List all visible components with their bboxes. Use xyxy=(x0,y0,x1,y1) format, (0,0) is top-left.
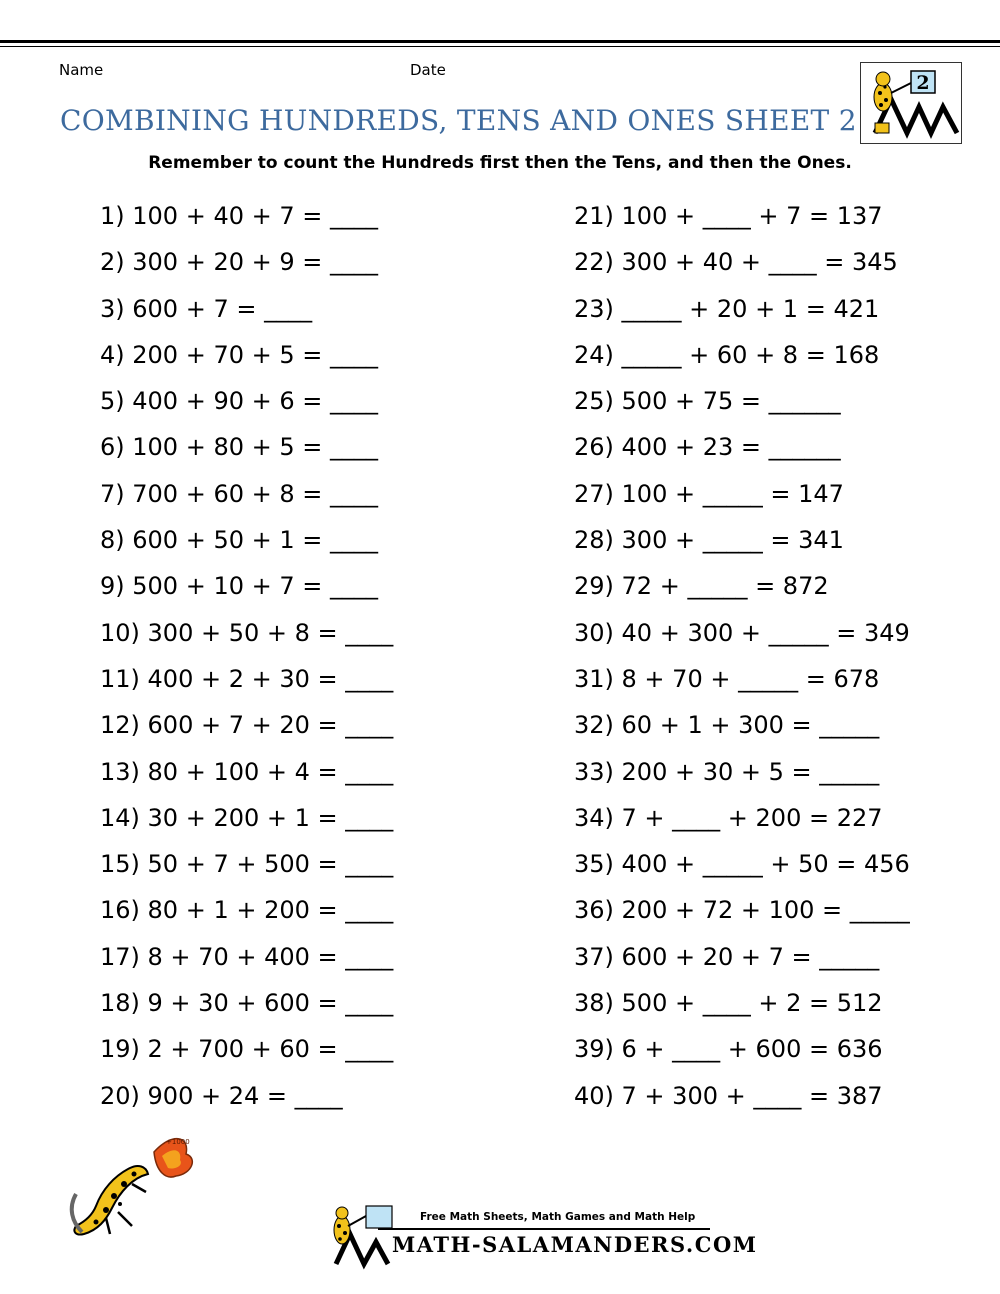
grade-badge xyxy=(860,62,962,144)
problem-item: 34) 7 + ____ + 200 = 227 xyxy=(574,803,883,832)
problem-item: 21) 100 + ____ + 7 = 137 xyxy=(574,202,883,230)
problem-item: 40) 7 + 300 + ____ = 387 xyxy=(574,1081,883,1110)
problem-item: 32) 60 + 1 + 300 = _____ xyxy=(574,711,880,740)
footer-tagline: Free Math Sheets, Math Games and Math Help xyxy=(420,1211,696,1223)
problems-right-column xyxy=(574,193,910,1119)
instructions: Remember to count the Hundreds first then the Tens, and then the Ones. xyxy=(148,153,852,173)
fire-salamander-illustration xyxy=(62,1122,202,1256)
top-rule xyxy=(0,40,1000,43)
problem-item: 2) 300 + 20 + 9 = ____ xyxy=(100,248,378,277)
problem-item: 1) 100 + 40 + 7 = ____ xyxy=(100,202,378,230)
problem-item: 23) _____ + 20 + 1 = 421 xyxy=(574,294,880,323)
problem-item: 8) 600 + 50 + 1 = ____ xyxy=(100,526,378,555)
problem-item: 29) 72 + _____ = 872 xyxy=(574,572,829,601)
problem-item: 33) 200 + 30 + 5 = _____ xyxy=(574,757,880,786)
salamander-icon xyxy=(62,1122,202,1252)
problem-item: 17) 8 + 70 + 400 = ____ xyxy=(100,942,394,971)
problem-item: 36) 200 + 72 + 100 = _____ xyxy=(574,896,910,925)
problem-item: 24) _____ + 60 + 8 = 168 xyxy=(574,340,880,369)
problem-item: 7) 700 + 60 + 8 = ____ xyxy=(100,479,378,508)
problem-item: 11) 400 + 2 + 30 = ____ xyxy=(100,664,394,693)
problem-item: 6) 100 + 80 + 5 = ____ xyxy=(100,433,378,462)
problem-item: 26) 400 + 23 = ______ xyxy=(574,433,841,462)
problem-item: 10) 300 + 50 + 8 = ____ xyxy=(100,618,394,647)
footer-rule xyxy=(378,1228,710,1230)
problem-item: 19) 2 + 700 + 60 = ____ xyxy=(100,1035,394,1064)
problem-item: 35) 400 + _____ + 50 = 456 xyxy=(574,850,910,879)
problem-item: 25) 500 + 75 = ______ xyxy=(574,387,841,416)
date-label: Date xyxy=(410,61,446,79)
problem-item: 5) 400 + 90 + 6 = ____ xyxy=(100,387,378,416)
svg-text:+1000: +1000 xyxy=(166,1138,190,1146)
problem-item: 3) 600 + 7 = ____ xyxy=(100,294,313,323)
problem-item: 15) 50 + 7 + 500 = ____ xyxy=(100,850,394,879)
page-title: COMBINING HUNDREDS, TENS AND ONES SHEET 2 xyxy=(60,104,857,137)
problem-item: 20) 900 + 24 = ____ xyxy=(100,1081,343,1110)
name-label: Name xyxy=(59,61,104,79)
problem-item: 39) 6 + ____ + 600 = 636 xyxy=(574,1035,883,1064)
svg-text:2: 2 xyxy=(916,72,930,94)
problem-item: 18) 9 + 30 + 600 = ____ xyxy=(100,989,394,1018)
problems-left-column xyxy=(100,193,393,1119)
problem-item: 13) 80 + 100 + 4 = ____ xyxy=(100,757,394,786)
problem-item: 38) 500 + ____ + 2 = 512 xyxy=(574,989,883,1018)
problem-item: 9) 500 + 10 + 7 = ____ xyxy=(100,572,378,601)
problem-item: 22) 300 + 40 + ____ = 345 xyxy=(574,248,898,277)
grade-badge-icon xyxy=(861,63,961,143)
site-logo xyxy=(326,1200,396,1274)
problem-item: 12) 600 + 7 + 20 = ____ xyxy=(100,711,394,740)
problem-item: 31) 8 + 70 + _____ = 678 xyxy=(574,664,880,693)
top-rule-thin xyxy=(0,46,1000,47)
problem-item: 30) 40 + 300 + _____ = 349 xyxy=(574,618,910,647)
problem-item: 16) 80 + 1 + 200 = ____ xyxy=(100,896,394,925)
logo-salamander-icon xyxy=(326,1200,396,1270)
problem-item: 37) 600 + 20 + 7 = _____ xyxy=(574,942,880,971)
problem-item: 4) 200 + 70 + 5 = ____ xyxy=(100,340,378,369)
problem-item: 28) 300 + _____ = 341 xyxy=(574,526,844,555)
problem-item: 14) 30 + 200 + 1 = ____ xyxy=(100,803,394,832)
footer-site-name: MATH-SALAMANDERS.COM xyxy=(392,1232,758,1257)
problem-item: 27) 100 + _____ = 147 xyxy=(574,479,844,508)
